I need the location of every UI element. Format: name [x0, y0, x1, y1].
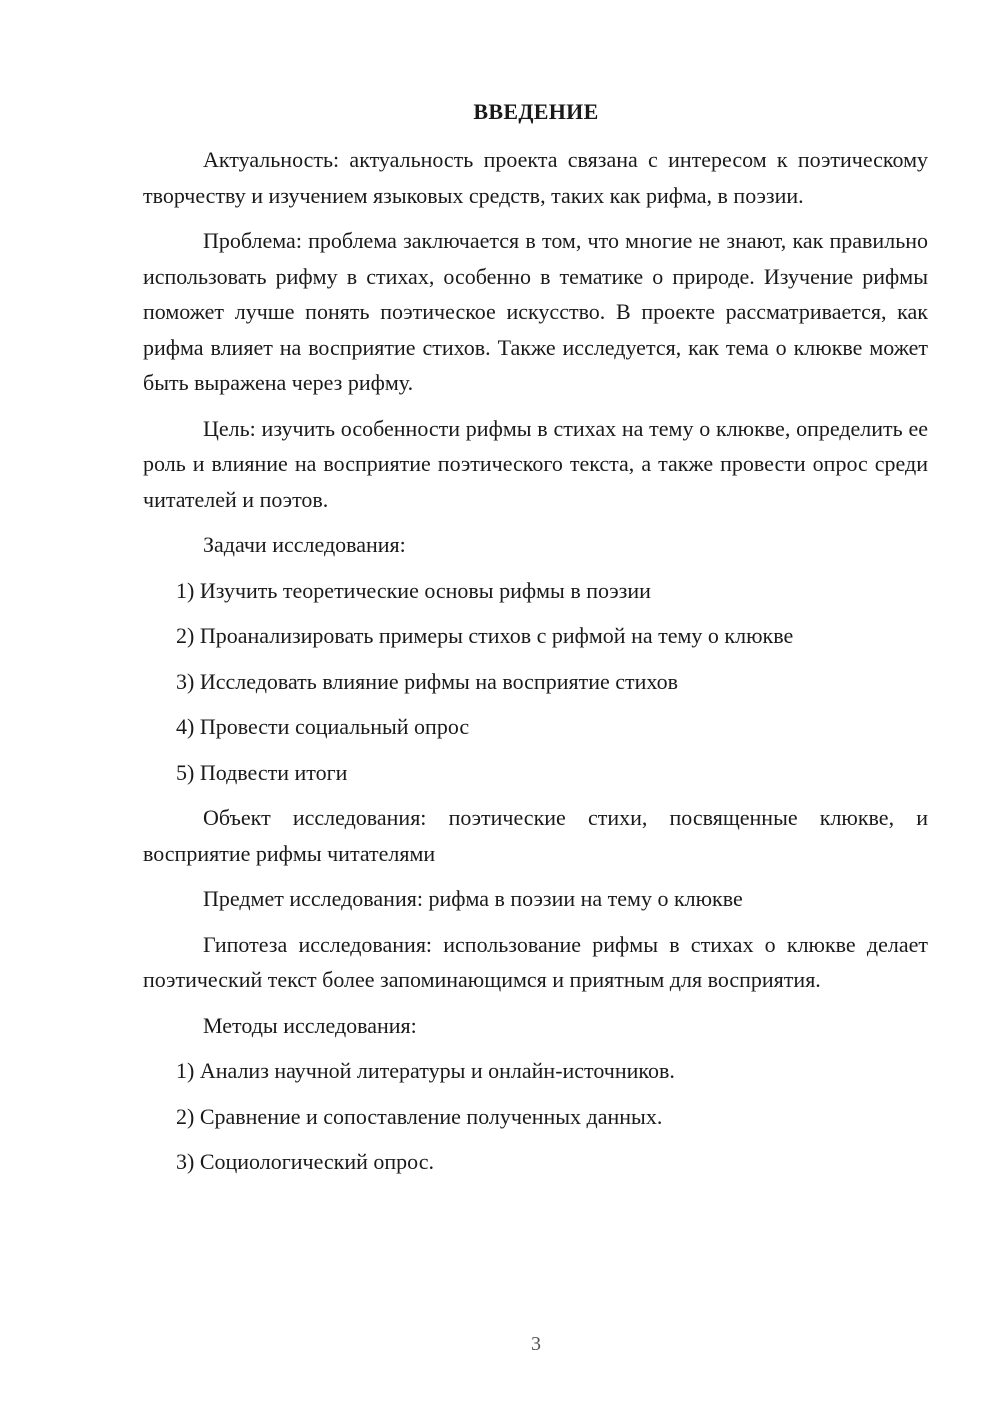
page-title: ВВЕДЕНИЕ: [473, 99, 599, 124]
paragraph-subject: Предмет исследования: рифма в поэзии на тему о клюкве: [203, 886, 743, 911]
methods-heading: Методы исследования:: [203, 1012, 417, 1038]
method-list-item: 2) Сравнение и сопоставление полученных данных.: [176, 1103, 663, 1129]
page-content: [143, 142, 928, 1190]
task-list-item: 4) Провести социальный опрос: [176, 714, 470, 739]
method-list-item: 1) Анализ научной литературы и онлайн-источников.: [176, 1058, 675, 1083]
task-list-item: 2) Проанализировать примеры стихов с рифмой на тему о клюкве: [176, 623, 794, 648]
task-list-item: 1) Изучить теоретические основы рифмы в поэзии: [176, 577, 651, 603]
task-list-item: 5) Подвести итоги: [176, 759, 348, 785]
method-list-item: 3) Социологический опрос.: [176, 1149, 434, 1174]
task-list-item: 3) Исследовать влияние рифмы на восприятие стихов: [176, 668, 678, 694]
paragraph-hypothesis: Гипотеза исследования: использование рифмы в стихах о клюкве делает поэтический текст более запоминающимся и приятным для восприятия.: [143, 931, 928, 992]
page-number: 3: [531, 1333, 541, 1355]
paragraph-goal: Цель: изучить особенности рифмы в стихах на тему о клюкве, определить ее роль и влияние на восприятие поэтического текста, а также провести опрос среди читателей и поэтов.: [143, 415, 928, 512]
tasks-heading: Задачи исследования:: [203, 532, 406, 557]
paragraph-problem: Проблема: проблема заключается в том, что многие не знают, как правильно использовать рифму в стихах, особенно в тематике о природе. Изучение рифмы поможет лучше понять поэтическое искусство. В проекте рассматривается, как рифма влияет на восприятие стихов. Также исследуется, как тема о клюкве может быть выражена через рифму.: [143, 228, 928, 395]
paragraph-object: Объект исследования: поэтические стихи, посвященные клюкве, и восприятие рифмы читателями: [143, 805, 928, 866]
paragraph-relevance: Актуальность: актуальность проекта связана с интересом к поэтическому творчеству и изучением языковых средств, таких как рифма, в поэзии.: [143, 147, 928, 208]
